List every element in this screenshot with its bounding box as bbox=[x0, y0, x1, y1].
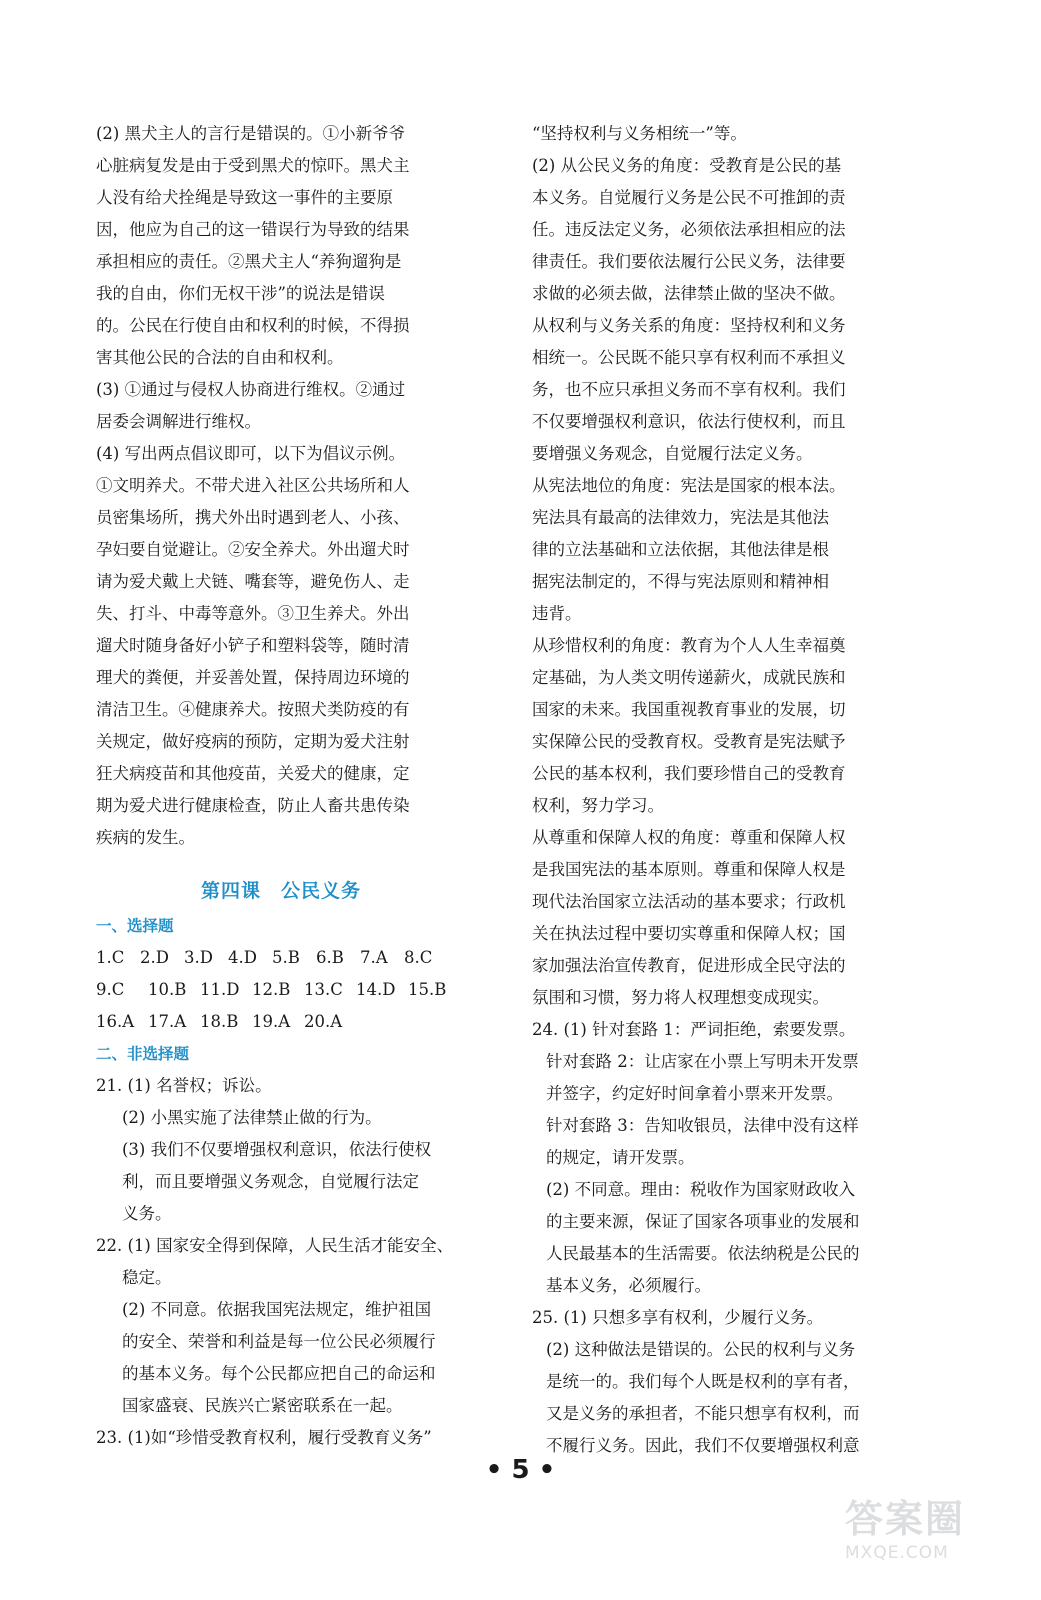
choice-answers bbox=[96, 942, 466, 1038]
text-line: 是我国宪法的基本原则。尊重和保障人权是 bbox=[532, 860, 846, 879]
text-line: 请为爱犬戴上犬链、嘴套等，避免伤人、走 bbox=[96, 572, 410, 591]
text-line: 的安全、荣誉和利益是每一位公民必须履行 bbox=[122, 1332, 436, 1351]
text-line: 义务。 bbox=[122, 1204, 172, 1223]
text-line: 权利，努力学习。 bbox=[532, 796, 664, 815]
choice-answer: 19.A bbox=[252, 1012, 291, 1031]
text-line: 狂犬病疫苗和其他疫苗，关爱犬的健康，定 bbox=[96, 764, 410, 783]
choice-answer: 16.A bbox=[96, 1012, 135, 1031]
text-line: 的。公民在行使自由和权利的时候，不得损 bbox=[96, 316, 410, 335]
text-line: 公民的基本权利，我们要珍惜自己的受教育 bbox=[532, 764, 846, 783]
answer-row bbox=[96, 942, 466, 974]
text-line: 要增强义务观念，自觉履行法定义务。 bbox=[532, 444, 813, 463]
text-line: 务，也不应只承担义务而不享有权利。我们 bbox=[532, 380, 846, 399]
text-line: 21. (1) 名誉权；诉讼。 bbox=[96, 1076, 272, 1095]
choice-answer: 1.C bbox=[96, 948, 125, 967]
text-line: 据宪法制定的，不得与宪法原则和精神相 bbox=[532, 572, 829, 591]
text-line: 人没有给犬拴绳是导致这一事件的主要原 bbox=[96, 188, 393, 207]
text-line: 并签字，约定好时间拿着小票来开发票。 bbox=[546, 1084, 843, 1103]
text-line: 疾病的发生。 bbox=[96, 828, 195, 847]
choice-answer: 14.D bbox=[356, 980, 396, 999]
choice-answer: 13.C bbox=[304, 980, 343, 999]
watermark-domain: MXQE.COM bbox=[845, 1543, 949, 1563]
text-line: 实保障公民的受教育权。受教育是宪法赋予 bbox=[532, 732, 846, 751]
text-line: 关在执法过程中要切实尊重和保障人权；国 bbox=[532, 924, 846, 943]
text-line: 关规定，做好疫病的预防，定期为爱犬注射 bbox=[96, 732, 410, 751]
watermark-mark: 答案圈 bbox=[845, 1497, 966, 1541]
text-line: 遛犬时随身备好小铲子和塑料袋等，随时清 bbox=[96, 636, 410, 655]
text-line: 任。违反法定义务，必须依法承担相应的法 bbox=[532, 220, 846, 239]
text-line: (2) 黑犬主人的言行是错误的。①小新爷爷 bbox=[96, 124, 406, 143]
answer-row bbox=[96, 974, 466, 1006]
text-line: 22. (1) 国家安全得到保障，人民生活才能安全、 bbox=[96, 1236, 454, 1255]
text-line: 期为爱犬进行健康检查，防止人畜共患传染 bbox=[96, 796, 410, 815]
text-line: 氛围和习惯，努力将人权理想变成现实。 bbox=[532, 988, 829, 1007]
watermark-logo bbox=[845, 1488, 1025, 1588]
text-line: 律的立法基础和立法依据，其他法律是根 bbox=[532, 540, 829, 559]
text-line: 求做的必须去做，法律禁止做的坚决不做。 bbox=[532, 284, 846, 303]
answer-row bbox=[96, 1006, 466, 1038]
text-line: 孕妇要自觉避让。②安全养犬。外出遛犬时 bbox=[96, 540, 410, 559]
choice-answer: 18.B bbox=[200, 1012, 239, 1031]
text-line: 不履行义务。因此，我们不仅要增强权利意 bbox=[546, 1436, 860, 1455]
text-line: 稳定。 bbox=[122, 1268, 172, 1287]
text-line: (2) 这种做法是错误的。公民的权利与义务 bbox=[546, 1340, 856, 1359]
text-line: 从宪法地位的角度：宪法是国家的根本法。 bbox=[532, 476, 846, 495]
text-line: 从珍惜权利的角度：教育为个人人生幸福奠 bbox=[532, 636, 846, 655]
text-line: 国家盛衰、民族兴亡紧密联系在一起。 bbox=[122, 1396, 403, 1415]
section-heading-choice: 一、选择题 bbox=[96, 917, 174, 935]
text-line: 又是义务的承担者，不能只想享有权利，而 bbox=[546, 1404, 860, 1423]
choice-answer: 5.B bbox=[272, 948, 300, 967]
text-line: 不仅要增强权利意识，依法行使权利，而且 bbox=[532, 412, 846, 431]
text-line: 因，他应为自己的这一错误行为导致的结果 bbox=[96, 220, 410, 239]
lesson-title: 第四课 公民义务 bbox=[200, 880, 361, 902]
text-line: 员密集场所，携犬外出时遇到老人、小孩、 bbox=[96, 508, 410, 527]
text-line: 宪法具有最高的法律效力，宪法是其他法 bbox=[532, 508, 829, 527]
text-line: “坚持权利与义务相统一”等。 bbox=[532, 124, 747, 143]
text-line: 理犬的粪便，并妥善处置，保持周边环境的 bbox=[96, 668, 410, 687]
page-number: • 5 • bbox=[485, 1455, 556, 1485]
text-line: (4) 写出两点倡议即可，以下为倡议示例。 bbox=[96, 444, 406, 463]
choice-answer: 9.C bbox=[96, 980, 125, 999]
text-line: (3) ①通过与侵权人协商进行维权。②通过 bbox=[96, 380, 406, 399]
text-line: 的基本义务。每个公民都应把自己的命运和 bbox=[122, 1364, 436, 1383]
choice-answer: 6.B bbox=[316, 948, 344, 967]
choice-answer: 8.C bbox=[404, 948, 433, 967]
choice-answer: 3.D bbox=[184, 948, 213, 967]
text-line: 本义务。自觉履行义务是公民不可推卸的责 bbox=[532, 188, 846, 207]
text-line: 针对套路 2：让店家在小票上写明未开发票 bbox=[546, 1052, 859, 1071]
choice-answer: 10.B bbox=[148, 980, 187, 999]
choice-answer: 4.D bbox=[228, 948, 257, 967]
text-line: 律责任。我们要依法履行公民义务，法律要 bbox=[532, 252, 846, 271]
text-line: 基本义务，必须履行。 bbox=[546, 1276, 711, 1295]
choice-answer: 2.D bbox=[140, 948, 169, 967]
text-line: 利，而且要增强义务观念，自觉履行法定 bbox=[122, 1172, 419, 1191]
text-line: (2) 小黑实施了法律禁止做的行为。 bbox=[122, 1108, 382, 1127]
text-line: 现代法治国家立法活动的基本要求；行政机 bbox=[532, 892, 846, 911]
text-line: 承担相应的责任。②黑犬主人“养狗遛狗是 bbox=[96, 252, 402, 271]
text-line: (2) 从公民义务的角度：受教育是公民的基 bbox=[532, 156, 842, 175]
text-line: (3) 我们不仅要增强权利意识，依法行使权 bbox=[122, 1140, 432, 1159]
choice-answer: 15.B bbox=[408, 980, 447, 999]
choice-answer: 12.B bbox=[252, 980, 291, 999]
choice-answer: 17.A bbox=[148, 1012, 187, 1031]
text-line: 的主要来源，保证了国家各项事业的发展和 bbox=[546, 1212, 860, 1231]
text-line: (2) 不同意。理由：税收作为国家财政收入 bbox=[546, 1180, 856, 1199]
text-line: 是统一的。我们每个人既是权利的享有者， bbox=[546, 1372, 860, 1391]
text-line: 人民最基本的生活需要。依法纳税是公民的 bbox=[546, 1244, 860, 1263]
text-line: 定基础，为人类文明传递薪火，成就民族和 bbox=[532, 668, 846, 687]
text-line: 25. (1) 只想多享有权利，少履行义务。 bbox=[532, 1308, 824, 1327]
text-line: 清洁卫生。④健康养犬。按照犬类防疫的有 bbox=[96, 700, 410, 719]
right-column bbox=[532, 118, 897, 1462]
answer-block-q22 bbox=[96, 1230, 466, 1422]
text-line: 从权利与义务关系的角度：坚持权利和义务 bbox=[532, 316, 846, 335]
text-line: 害其他公民的合法的自由和权利。 bbox=[96, 348, 344, 367]
section-heading-non-choice: 二、非选择题 bbox=[96, 1045, 190, 1063]
choice-answer: 11.D bbox=[200, 980, 240, 999]
text-line: 针对套路 3：告知收银员，法律中没有这样 bbox=[546, 1116, 859, 1135]
answer-block-q20 bbox=[96, 118, 466, 854]
text-line: 失、打斗、中毒等意外。③卫生养犬。外出 bbox=[96, 604, 410, 623]
choice-answer: 20.A bbox=[304, 1012, 343, 1031]
text-line: 我的自由，你们无权干涉”的说法是错误 bbox=[96, 284, 385, 303]
text-line: 相统一。公民既不能只享有权利而不承担义 bbox=[532, 348, 846, 367]
text-line: 心脏病复发是由于受到黑犬的惊吓。黑犬主 bbox=[96, 156, 410, 175]
left-column bbox=[96, 118, 466, 1454]
text-line: 家加强法治宣传教育，促进形成全民守法的 bbox=[532, 956, 846, 975]
answer-q23-start: 23. (1)如“珍惜受教育权利，履行受教育义务” bbox=[96, 1428, 432, 1447]
text-line: (2) 不同意。依据我国宪法规定，维护祖国 bbox=[122, 1300, 432, 1319]
text-line: 的规定，请开发票。 bbox=[546, 1148, 695, 1167]
text-line: 24. (1) 针对套路 1：严词拒绝，索要发票。 bbox=[532, 1020, 856, 1039]
answer-block-q21 bbox=[96, 1070, 466, 1230]
text-line: 违背。 bbox=[532, 604, 582, 623]
text-line: 居委会调解进行维权。 bbox=[96, 412, 261, 431]
text-line: 国家的未来。我国重视教育事业的发展，切 bbox=[532, 700, 846, 719]
text-line: ①文明养犬。不带犬进入社区公共场所和人 bbox=[96, 476, 410, 495]
text-line: 从尊重和保障人权的角度：尊重和保障人权 bbox=[532, 828, 846, 847]
choice-answer: 7.A bbox=[360, 948, 388, 967]
